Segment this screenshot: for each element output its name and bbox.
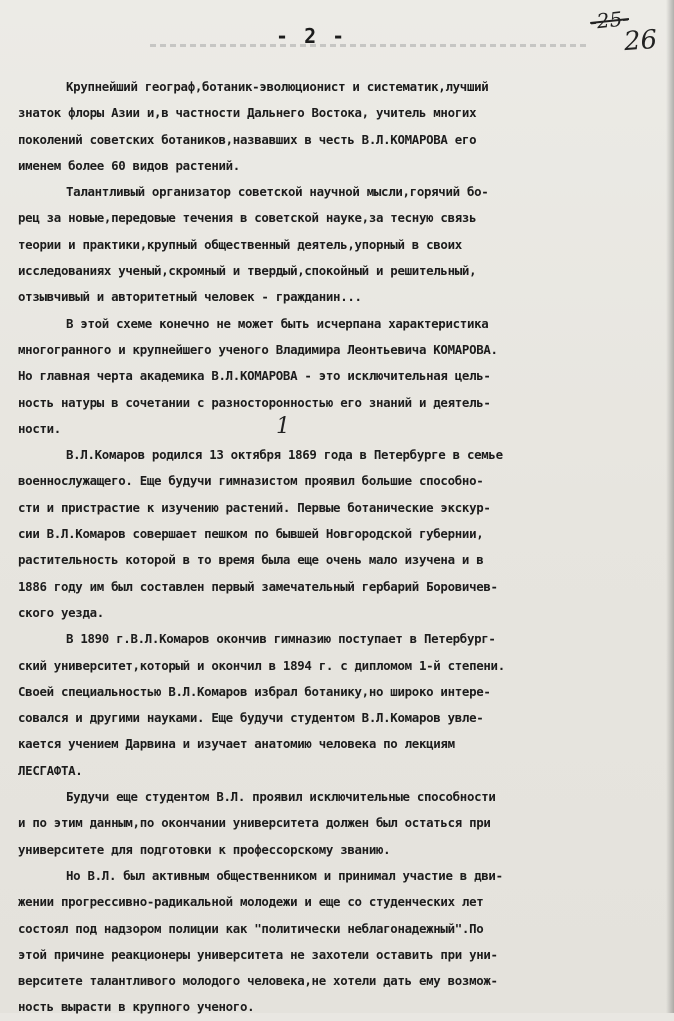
text-line: ности.	[18, 420, 61, 436]
text-line: ЛЕСГАФТА.	[18, 762, 83, 778]
text-line: сти и пристрастие к изучению растений. Первые ботанические экскур-	[18, 499, 491, 515]
text-line: этой причине реакционеры университета не захотели оставить при уни-	[18, 946, 498, 962]
corner-mark-struck: -25-	[588, 6, 631, 34]
text-line: многогранного и крупнейшего ученого Владимира Леонтьевича КОМАРОВА.	[18, 341, 498, 357]
corner-page-number: 26	[622, 24, 659, 58]
text-line: совался и другими науками. Еще будучи студентом В.Л.Комаров увле-	[18, 710, 484, 726]
handwritten-mark: 1	[276, 414, 290, 439]
text-line: знаток флоры Азии и,в частности Дальнего Востока, учитель многих	[18, 105, 477, 121]
text-line: Своей специальностью В.Л.Комаров избрал ботанику,но широко интере-	[18, 683, 491, 699]
text-line: университете для подготовки к профессорскому званию.	[18, 841, 391, 857]
text-line: верситете талантливого молодого человека,не хотели дать ему возмож-	[18, 973, 498, 989]
text-line: растительность которой в то время была еще очень мало изучена и в	[18, 552, 484, 568]
text-line: Крупнейший географ,ботаник-эволюционист и систематик,лучший	[66, 79, 489, 94]
text-line: теории и практики,крупный общественный деятель,упорный в своих	[18, 236, 462, 252]
text-line: исследованиях ученый,скромный и твердый,спокойный и решительный,	[18, 263, 477, 279]
text-line: и по этим данным,по окончании университета должен был остаться при	[18, 815, 491, 831]
text-line: военнослужащего. Еще будучи гимназистом проявил большие способно-	[18, 473, 484, 489]
header-smudge	[150, 44, 590, 47]
text-line: рец за новые,передовые течения в советской науке,за тесную связь	[18, 210, 477, 226]
text-line: Но главная черта академика В.Л.КОМАРОВА - это исключительная цель-	[18, 368, 491, 384]
text-line: В.Л.Комаров родился 13 октября 1869 года в Петербурге в семье	[66, 447, 503, 463]
text-line: ность вырасти в крупного ученого.	[18, 999, 255, 1015]
text-line: поколений советских ботаников,назвавших в честь В.Л.КОМАРОВА его	[18, 131, 477, 147]
text-line: ского уезда.	[18, 604, 104, 620]
text-line: ность натуры в сочетании с разносторонностью его знаний и деятель-	[18, 394, 491, 410]
text-line: состоял под надзором полиции как "политически неблагонадежный".По	[18, 920, 484, 936]
page-number: - 2 -	[276, 24, 347, 48]
text-line: жении прогрессивно-радикальной молодежи и еще со студенческих лет	[18, 894, 484, 910]
text-line: Будучи еще студентом В.Л. проявил исключительные способности	[66, 789, 496, 805]
text-line: ский университет,который и окончил в 1894 г. с дипломом 1-й степени.	[18, 657, 505, 673]
text-line: сии В.Л.Комаров совершает пешком по бывшей Новгородской губернии,	[18, 526, 484, 542]
text-line: В этой схеме конечно не может быть исчерпана характеристика	[66, 315, 489, 331]
text-line: Но В.Л. был активным общественником и принимал участие в дви-	[66, 867, 503, 883]
page-edge-shadow	[666, 0, 674, 1013]
text-line: В 1890 г.В.Л.Комаров окончив гимназию поступает в Петербург-	[66, 631, 496, 647]
text-line: именем более 60 видов растений.	[18, 157, 240, 173]
text-line: отзывчивый и авторитетный человек - гражданин...	[18, 289, 362, 305]
text-line: кается учением Дарвина и изучает анатомию человека по лекциям	[18, 736, 455, 752]
body-text	[18, 74, 658, 1021]
text-line: Талантливый организатор советской научной мысли,горячий бо-	[66, 184, 489, 200]
text-line: 1886 году им был составлен первый замечательный гербарий Боровичев-	[18, 578, 498, 594]
